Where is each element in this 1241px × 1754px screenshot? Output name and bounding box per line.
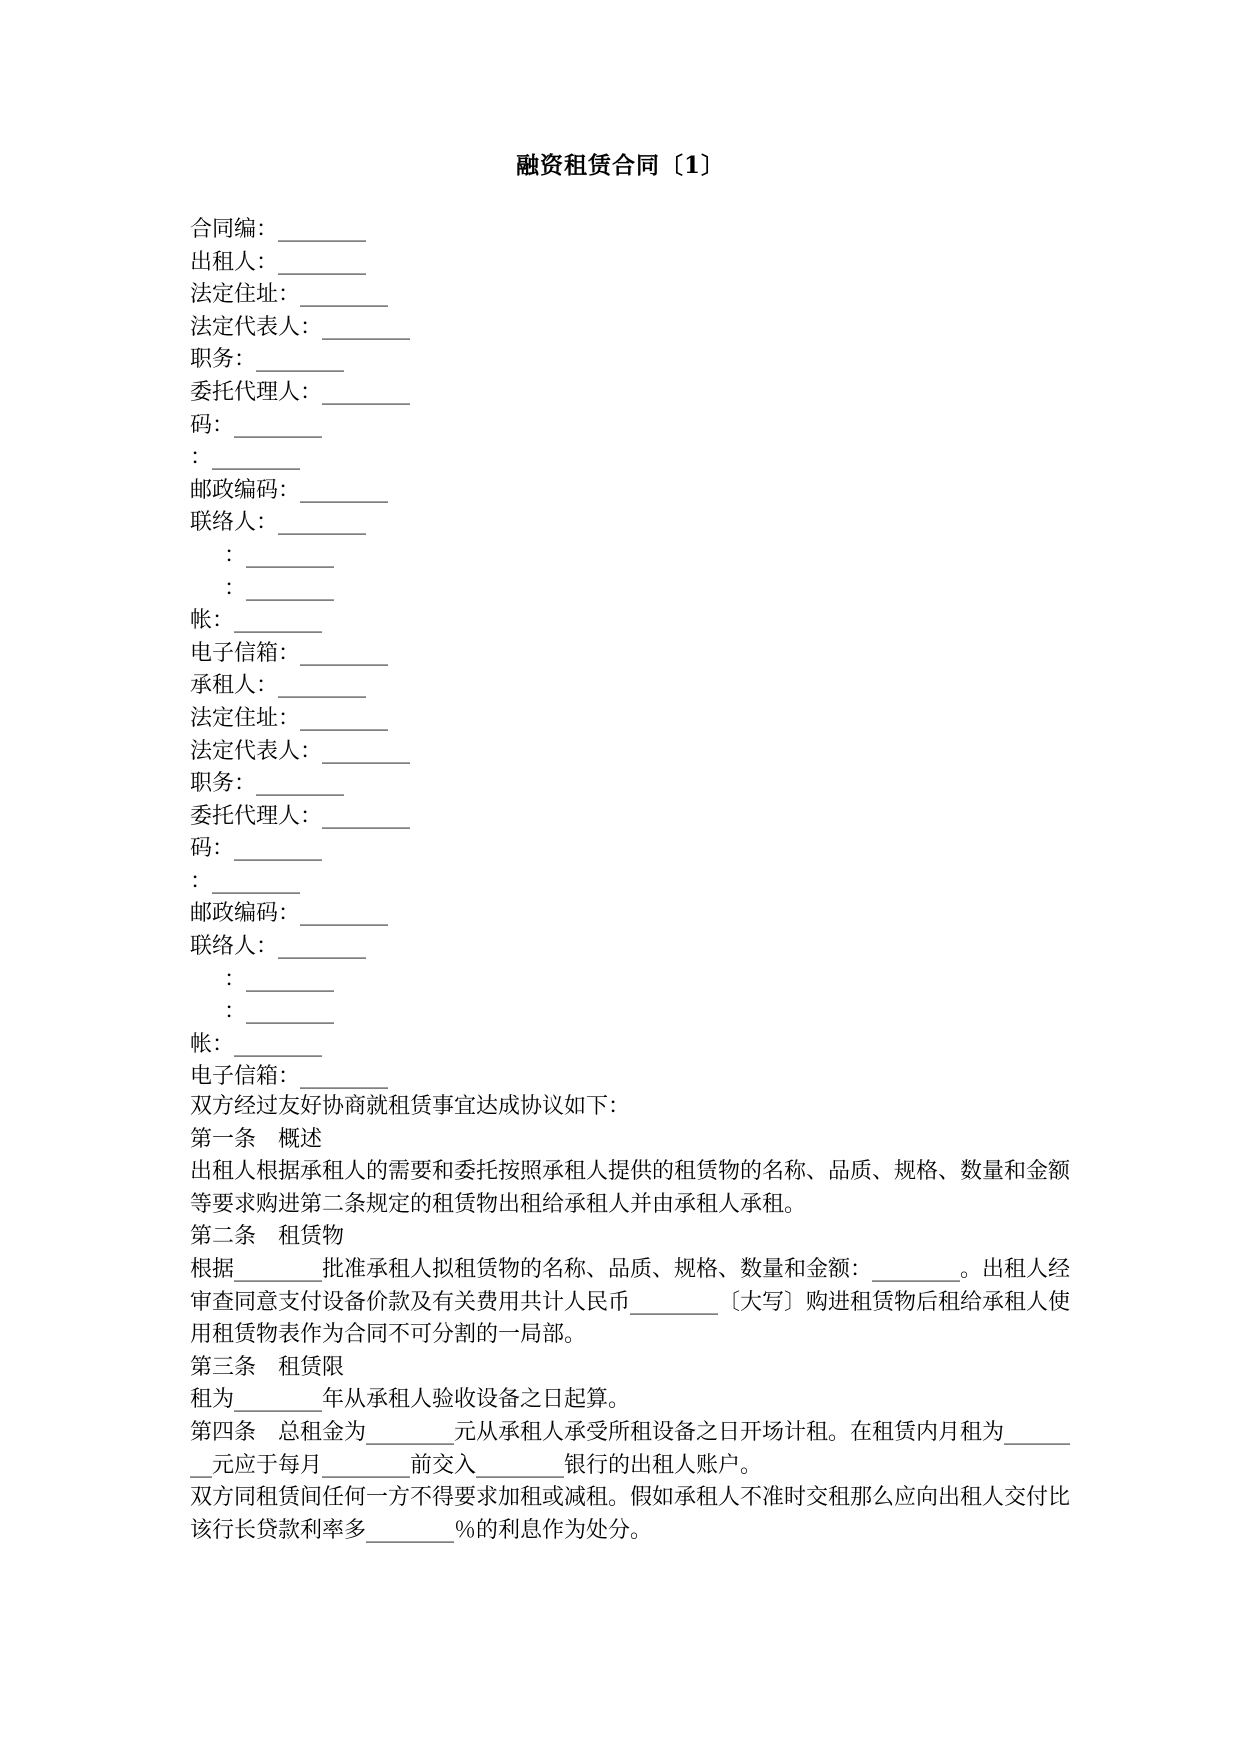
- field-line: 承租人：________: [190, 673, 367, 699]
- field-line: 联络人：________: [190, 510, 367, 536]
- article-2-text: 根据________批准承租人拟租赁物的名称、品质、规格、数量和金额：________。出租人经审查同意支付设备价款及有关费用共计人民币________〔大写〕购进租赁物后租给承租人使用租赁物表作为合同不可分割的一局部。: [190, 1256, 1071, 1348]
- field-line: 法定住址：________: [190, 705, 389, 731]
- field-line: 帐：________: [190, 1031, 323, 1057]
- field-line: ：________: [224, 966, 335, 992]
- article-3-text: 租为________年从承租人验收设备之日起算。: [190, 1387, 631, 1413]
- article-4-text-2: 双方同租赁间任何一方不得要求加租或减租。假如承租人不准时交租那么应向出租人交付比该行长贷款利率多________％的利息作为处分。: [190, 1485, 1071, 1543]
- field-line: 委托代理人：________: [190, 379, 411, 405]
- field-line: ：________: [190, 445, 301, 471]
- field-line: ：________: [224, 999, 335, 1025]
- field-line: 邮政编码：________: [190, 901, 389, 927]
- field-line: 委托代理人：________: [190, 803, 411, 829]
- field-line: ：________: [224, 575, 335, 601]
- field-line: ：________: [224, 542, 335, 568]
- field-line: 联络人：________: [190, 934, 367, 960]
- article-1-text: 出租人根据承租人的需要和委托按照承租人提供的租赁物的名称、品质、规格、数量和金额等要求购进第二条规定的租赁物出租给承租人并由承租人承租。: [190, 1159, 1071, 1217]
- field-line: 职务：________: [190, 347, 345, 373]
- article-3-heading: 第三条 租赁限: [190, 1354, 345, 1380]
- field-line: 职务：________: [190, 771, 345, 797]
- field-line: 电子信箱：________: [190, 640, 389, 666]
- field-line: ：________: [190, 868, 301, 894]
- party-information-fields: [190, 214, 1070, 1094]
- field-line: 合同编：________: [190, 217, 367, 242]
- article-2-heading: 第二条 租赁物: [190, 1224, 345, 1250]
- field-line: 法定代表人：________: [190, 314, 411, 340]
- article-1-heading: 第一条 概述: [190, 1126, 323, 1152]
- document-title: 融资租赁合同〔1〕: [515, 152, 725, 179]
- contract-body: [190, 1091, 1070, 1547]
- intro-paragraph: 双方经过友好协商就租赁事宜达成协议如下：: [190, 1094, 631, 1119]
- field-line: 邮政编码：________: [190, 477, 389, 503]
- field-line: 电子信箱：________: [190, 1064, 389, 1090]
- field-line: 帐：________: [190, 608, 323, 634]
- field-line: 法定代表人：________: [190, 738, 411, 764]
- field-line: 出租人：________: [190, 249, 367, 275]
- article-4-text: 第四条 总租金为________元从承租人承受所租设备之日开场计租。在租赁内月租为________元应于每月________前交入________银行的出租人账户。: [190, 1419, 1071, 1478]
- field-line: 法定住址：________: [190, 282, 389, 308]
- field-line: 码：________: [190, 836, 323, 862]
- field-line: 码：________: [190, 412, 323, 438]
